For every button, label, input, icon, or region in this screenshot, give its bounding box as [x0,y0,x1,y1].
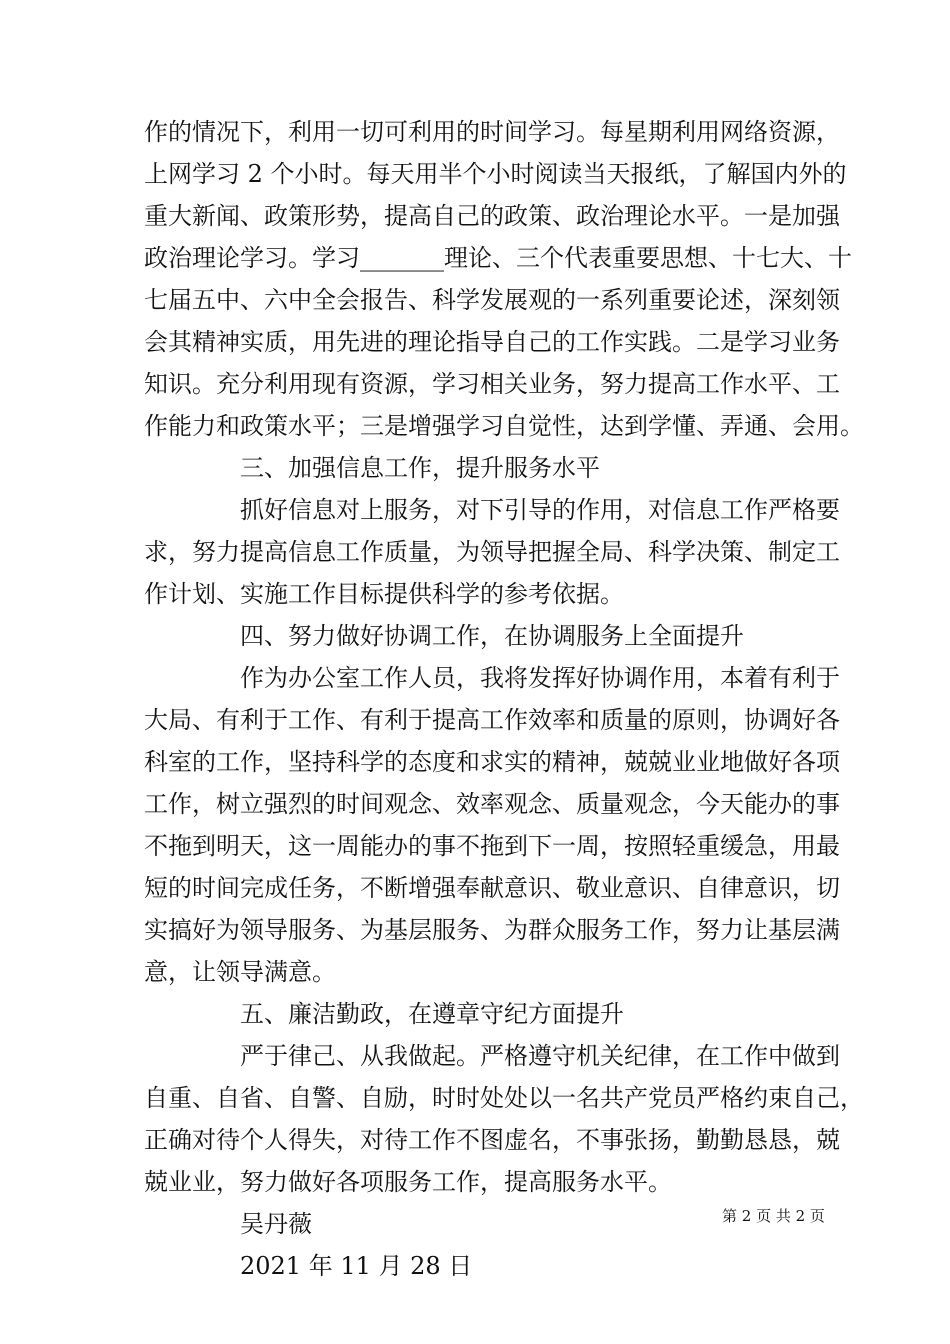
body-line: 政治理论学习。学习_______理论、三个代表重要思想、十七大、十 [144,244,852,272]
body-line: 短的时间完成任务，不断增强奉献意识、敬业意识、自律意识，切 [144,874,840,902]
body-line: 作能力和政策水平；三是增强学习自觉性，达到学懂、弄通、会用。 [144,412,864,440]
body-line: 自重、自省、自警、自励，时时处处以一名共产党员严格约束自己， [144,1084,864,1112]
body-line: 作的情况下，利用一切可利用的时间学习。每星期利用网络资源， [144,118,840,146]
body-line: 求，努力提高信息工作质量，为领导把握全局、科学决策、制定工 [144,538,840,566]
section-heading: 四、努力做好协调工作，在协调服务上全面提升 [240,622,744,650]
body-line: 作为办公室工作人员，我将发挥好协调作用，本着有利于 [240,664,840,692]
body-line: 意，让领导满意。 [144,958,336,986]
body-line: 知识。充分利用现有资源，学习相关业务，努力提高工作水平、工 [144,370,840,398]
body-line: 科室的工作，坚持科学的态度和求实的精神，兢兢业业地做好各项 [144,748,840,776]
body-line: 上网学习 2 个小时。每天用半个小时阅读当天报纸，了解国内外的 [144,160,847,188]
body-line: 不拖到明天，这一周能办的事不拖到下一周，按照轻重缓急，用最 [144,832,840,860]
body-line: 正确对待个人得失，对待工作不图虚名，不事张扬，勤勤恳恳，兢 [144,1126,840,1154]
body-line: 大局、有利于工作、有利于提高工作效率和质量的原则，协调好各 [144,706,840,734]
date: 2021 年 11 月 28 日 [240,1252,473,1280]
signature: 吴丹薇 [240,1210,312,1238]
body-line: 抓好信息对上服务，对下引导的作用，对信息工作严格要 [240,496,840,524]
body-line: 工作，树立强烈的时间观念、效率观念、质量观念，今天能办的事 [144,790,840,818]
section-heading: 三、加强信息工作，提升服务水平 [240,454,600,482]
page-number: 第 2 页 共 2 页 [722,1207,825,1225]
section-heading: 五、廉洁勤政，在遵章守纪方面提升 [240,1000,624,1028]
body-line: 实搞好为领导服务、为基层服务、为群众服务工作，努力让基层满 [144,916,840,944]
body-line: 会其精神实质，用先进的理论指导自己的工作实践。二是学习业务 [144,328,840,356]
body-line: 作计划、实施工作目标提供科学的参考依据。 [144,580,624,608]
body-line: 严于律己、从我做起。严格遵守机关纪律，在工作中做到 [240,1042,840,1070]
body-line: 兢业业，努力做好各项服务工作，提高服务水平。 [144,1168,672,1196]
body-line: 重大新闻、政策形势，提高自己的政策、政治理论水平。一是加强 [144,202,840,230]
body-line: 七届五中、六中全会报告、科学发展观的一系列重要论述，深刻领 [144,286,840,314]
